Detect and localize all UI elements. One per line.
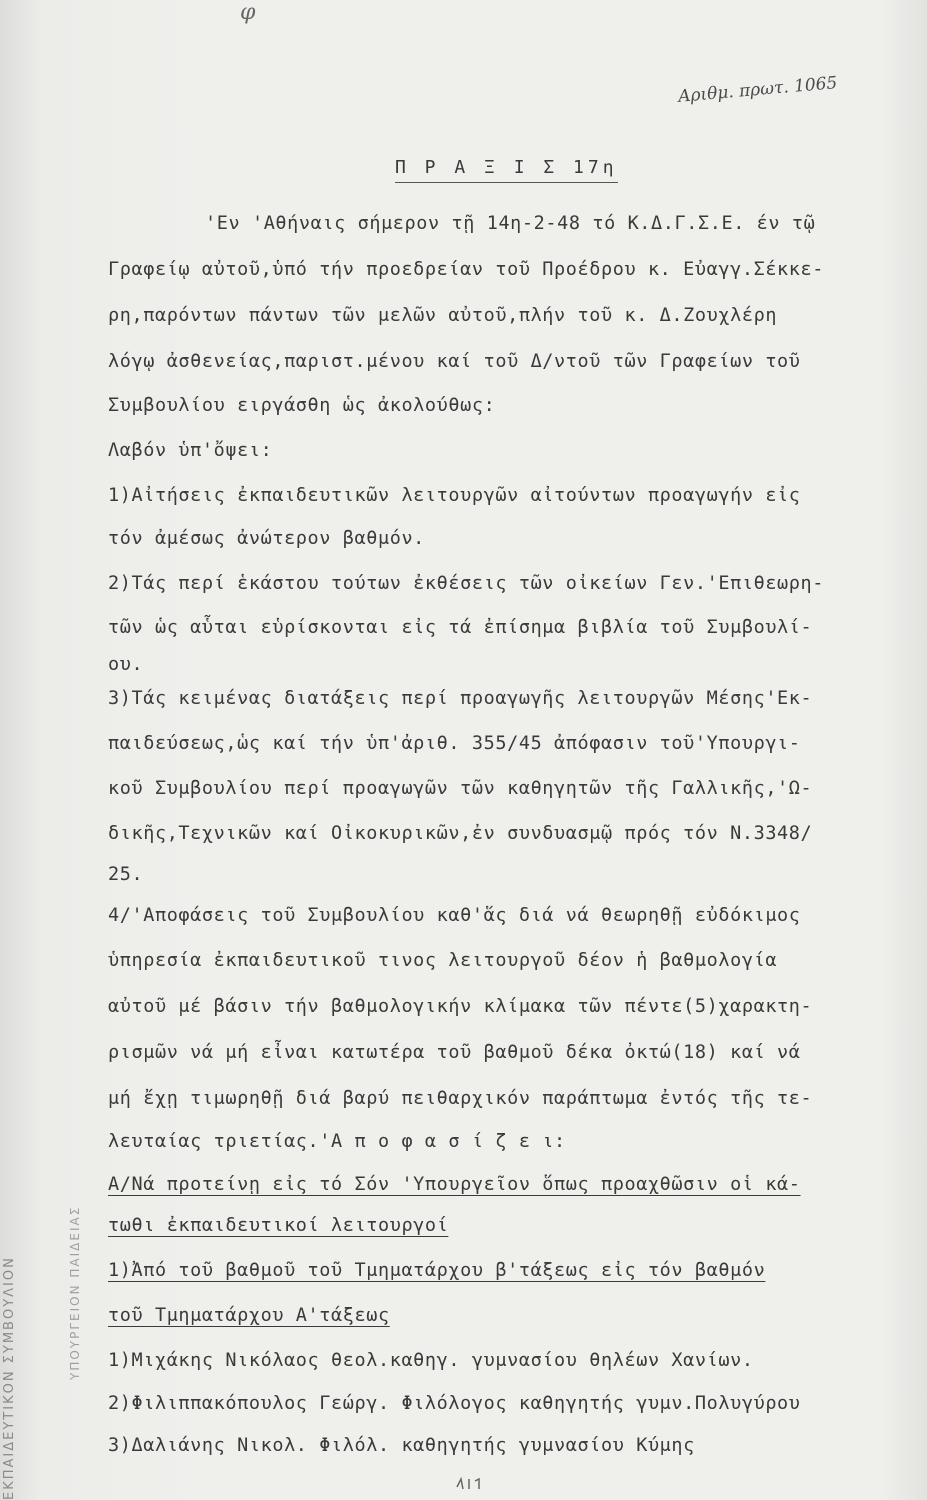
body-line: 2)Τάς περί ἑκάστου τούτων ἐκθέσεις τῶν οἰκείων Γεν.'Επιθεωρη- — [108, 573, 825, 594]
body-line: τόν ἀμέσως ἀνώτερον βαθμόν. — [108, 528, 425, 549]
body-line: δικῆς,Τεχνικῶν καί Οἰκοκυρικῶν,ἐν συνδυασμῷ πρός τόν Ν.3348/ — [108, 823, 813, 844]
body-line: 'Εν 'Αθήναις σήμερον τῇ 14η-2-48 τό Κ.Δ.Γ.Σ.Ε. έν τῷ — [205, 213, 816, 234]
side-stamp-secondary: ΥΠΟΥΡΓΕΙΟΝ ΠΑΙΔΕΙΑΣ — [68, 1205, 82, 1380]
body-line: αὐτοῦ μέ βάσιν τήν βαθμολογικήν κλίμακα τῶν πέντε(5)χαρακτη- — [108, 996, 813, 1017]
body-line: Λαβόν ὑπ'ὄψει: — [108, 440, 273, 461]
body-line: 4/'Αποφάσεις τοῦ Συμβουλίου καθ'ἅς διά νά θεωρηθῇ εὐδόκιμος — [108, 905, 801, 926]
body-line: μή ἔχῃ τιμωρηθῇ διά βαρύ πειθαρχικόν παράπτωμα ἐντός τῆς τε- — [108, 1088, 813, 1109]
list-item: 3)Δαλιάνης Νικολ. Φιλόλ. καθηγητής γυμνασίου Κύμης — [108, 1435, 695, 1456]
body-line: λόγῳ ἀσθενείας,παριστ.μένου καί τοῦ Δ/ντοῦ τῶν Γραφείων τοῦ — [108, 351, 801, 372]
body-line: Συμβουλίου ειργάσθη ὡς ἀκολούθως: — [108, 395, 496, 416]
page-title: Π Ρ Α Ξ Ι Σ 17η — [395, 157, 618, 183]
stray-mark — [455, 1475, 485, 1496]
corner-handwritten-mark: φ — [240, 0, 256, 25]
decision-subheading: 1)Ἀπό τοῦ βαθμοῦ τοῦ Τμηματάρχου β'τάξεως εἰς τόν βαθμόν — [108, 1260, 766, 1281]
body-line: κοῦ Συμβουλίου περί προαγωγῶν τῶν καθηγητῶν τῆς Γαλλικῆς,'Ω- — [108, 778, 813, 799]
decision-subheading: τοῦ Τμηματάρχου Α'τάξεως — [108, 1305, 390, 1326]
list-item: 1)Μιχάκης Νικόλαος θεολ.καθηγ. γυμνασίου θηλέων Χανίων. — [108, 1350, 754, 1371]
body-line: ὑπηρεσία ἐκπαιδευτικοῦ τινος λειτουργοῦ δέον ἡ βαθμολογία — [108, 950, 778, 971]
body-line: λευταίας τριετίας.'Α π ο φ α σ ί ζ ε ι: — [108, 1131, 566, 1152]
body-line: ου. — [108, 654, 144, 675]
body-line: ρη,παρόντων πάντων τῶν μελῶν αὐτοῦ,πλήν τοῦ κ. Δ.Ζουχλέρη — [108, 305, 778, 326]
side-stamp: ΕΚΠΑΙΔΕΥΤΙΚΟΝ ΣΥΜΒΟΥΛΙΟΝ — [2, 1256, 17, 1500]
handwritten-protocol-note: Αριθμ. πρωτ. 1065 — [677, 73, 839, 107]
decision-line: τωθι ἐκπαιδευτικοί λειτουργοί — [108, 1215, 449, 1236]
body-line: ρισμῶν νά μή εἶναι κατωτέρα τοῦ βαθμοῦ δέκα ὀκτώ(18) καί νά — [108, 1042, 801, 1063]
body-line: παιδεύσεως,ὡς καί τήν ὑπ'ἀριθ. 355/45 ἀπόφασιν τοῦ'Υπουργι- — [108, 733, 801, 754]
scribble-icon — [455, 1475, 485, 1491]
list-item: 2)Φιλιππακόπουλος Γεώργ. Φιλόλογος καθηγητής γυμν.Πολυγύρου — [108, 1393, 801, 1414]
body-line: 1)Αἰτήσεις ἐκπαιδευτικῶν λειτουργῶν αἰτούντων προαγωγήν εἰς — [108, 485, 801, 506]
decision-line: Α/Νά προτείνῃ εἰς τό Σόν 'Υπουργεῖον ὅπως προαχθῶσιν οἱ κά- — [108, 1174, 801, 1195]
body-line: 25. — [108, 864, 144, 885]
body-line: 3)Τάς κειμένας διατάξεις περί προαγωγῆς λειτουργῶν Μέσης'Εκ- — [108, 688, 813, 709]
body-line: τῶν ὡς αὗται εὑρίσκονται εἰς τά ἐπίσημα βιβλία τοῦ Συμβουλί- — [108, 617, 813, 638]
body-line: Γραφείῳ αὐτοῦ,ὑπό τήν προεδρείαν τοῦ Προέδρου κ. Εὐαγγ.Σέκκε- — [108, 259, 825, 280]
